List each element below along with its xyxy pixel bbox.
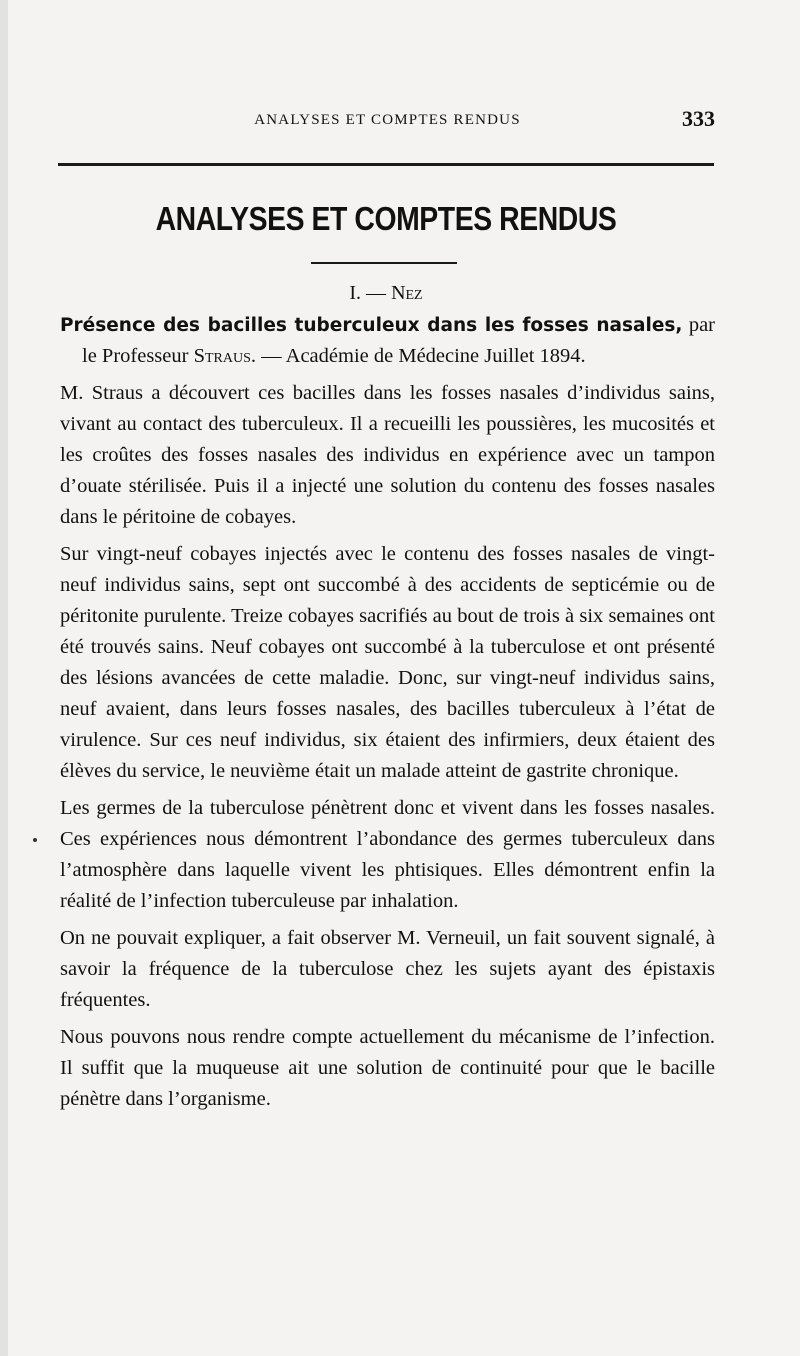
title-rule [311, 262, 457, 264]
paragraph: M. Straus a découvert ces bacilles dans les fosses nasales d’individus sains, vivant au contact des tuberculeux. Il a recueilli les poussières, les mucosités et les croûtes des fosses nasales des individus en expérience avec un tampon d’ouate stérilisée. Puis il a injecté une solution du contenu des fosses nasales dans le péritoine de cobayes. [60, 382, 715, 528]
margin-speck [33, 838, 37, 842]
article-title: Présence des bacilles tuberculeux dans les fosses nasales, [60, 315, 683, 336]
section-title: ANALYSES ET COMPTES RENDUS [155, 200, 617, 237]
article [60, 310, 715, 1121]
subsection-number: I. — [349, 282, 392, 304]
paragraph: Nous pouvons nous rendre compte actuellement du mécanisme de l’infection. Il suffit que la muqueuse ait une solution de continuité pour que le bacille pénètre dans l’organisme. [60, 1026, 715, 1110]
article-source: . — Académie de Médecine Juillet 1894. [250, 345, 586, 367]
article-author: Straus [193, 345, 251, 367]
header-rule [58, 163, 714, 166]
paragraph: Les germes de la tuberculose pénètrent donc et vivent dans les fosses nasales. Ces expériences nous démontrent l’abondance des germes tuberculeux dans l’atmosphère dans laquelle vivent les phtisiques. Elles démontrent enfin la réalité de l’infection tuberculeuse par inhalation. [60, 797, 715, 912]
running-head-title: ANALYSES ET COMPTES RENDUS [254, 112, 521, 128]
paragraph: Sur vingt-neuf cobayes injectés avec le contenu des fosses nasales de vingt-neuf individus sains, sept ont succombé à des accidents de septicémie ou de péritonite purulente. Treize cobayes sacrifiés au bout de trois à six semaines ont été trouvés sains. Neuf cobayes ont succombé à la tuberculose et ont présenté des lésions avancées de cette maladie. Donc, sur vingt-neuf individus sains, neuf avaient, dans leurs fosses nasales, des bacilles tuberculeux à l’état de virulence. Sur ces neuf individus, six étaient des infirmiers, deux étaient des élèves du service, le neuvième était un malade atteint de gastrite chronique. [60, 543, 715, 782]
article-heading [60, 310, 715, 372]
page-number: 333 [682, 106, 715, 131]
subsection-heading [58, 282, 714, 305]
subsection-name: Nez [391, 282, 423, 304]
paragraph: On ne pouvait expliquer, a fait observer M. Verneuil, un fait souvent signalé, à savoir la fréquence de la tuberculose chez les sujets ayant des épistaxis fréquentes. [60, 927, 715, 1011]
article-title-by: par le Professeur [82, 314, 715, 367]
running-head [60, 106, 715, 136]
page-edge [0, 0, 8, 1356]
